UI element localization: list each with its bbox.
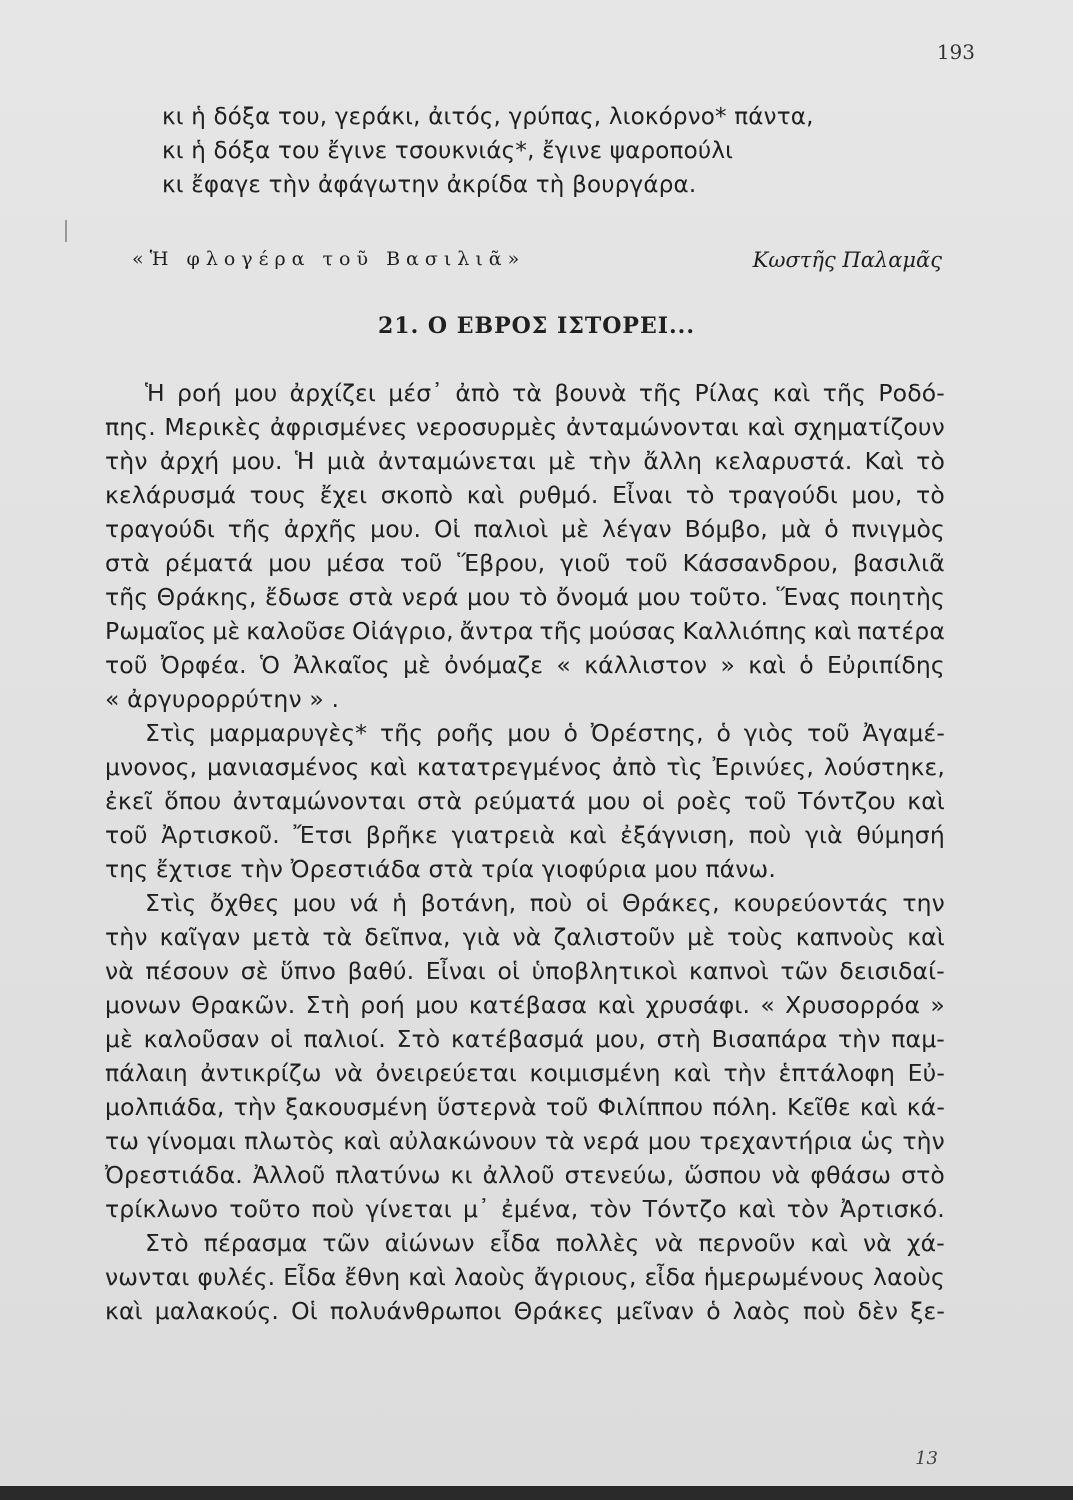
body-line: Ὀρεστιάδα. Ἀλλοῦ πλατύνω κι ἀλλοῦ στενεύω, ὥσπου νὰ φθάσω στὸ [105, 1161, 945, 1189]
body-line: Ρωμαῖος μὲ καλοῦσε Οἰάγριο, ἄντρα τῆς μούσας Καλλιόπης καὶ πατέρα [105, 617, 945, 645]
poem-citation [132, 248, 942, 278]
body-line: ἐκεῖ ὅπου ἀνταμώνονται στὰ ρεύματά μου οἱ ροὲς τοῦ Τόντζου καὶ [105, 787, 945, 815]
body-line: στὰ ρέματά μου μέσα τοῦ Ἕβρου, γιοῦ τοῦ Κάσσανδρου, βασιλιᾶ [105, 549, 945, 577]
poem-line: κι ἡ δόξα του, γεράκι, ἀιτός, γρύπας, λιοκόρνο* πάντα, [162, 104, 814, 130]
poem-excerpt [162, 100, 942, 202]
body-line: καὶ μαλακούς. Οἱ πολυάνθρωποι Θράκες μεῖναν ὁ λαὸς ποὺ δὲν ξε- [105, 1297, 945, 1325]
body-line: τοῦ Ὀρφέα. Ὁ Ἀλκαῖος μὲ ὀνόμαζε « κάλλιστον » καὶ ὁ Εὐριπίδης [105, 651, 945, 679]
body-line: τὴν καῖγαν μετὰ τὰ δεῖπνα, γιὰ νὰ ζαλιστοῦν μὲ τοὺς καπνοὺς καὶ [105, 923, 945, 951]
body-line: μολπιάδα, τὴν ξακουσμένη ὕστερνὰ τοῦ Φιλίππου πόλη. Κεῖθε καὶ κά- [105, 1093, 945, 1121]
poem-line: κι ἔφαγε τὴν ἀφάγωτην ἀκρίδα τὴ βουργάρα. [162, 172, 697, 198]
margin-mark [65, 220, 67, 242]
body-line: νὰ πέσουν σὲ ὕπνο βαθύ. Εἶναι οἱ ὑποβλητικοὶ καπνοὶ τῶν δεισιδαί- [105, 957, 945, 985]
body-line: τὴν ἀρχή μου. Ἡ μιὰ ἀνταμώνεται μὲ τὴν ἄλλη κελαρυστά. Καὶ τὸ [105, 447, 945, 475]
body-line: κελάρυσμά τους ἔχει σκοπὸ καὶ ρυθμό. Εἶναι τὸ τραγούδι μου, τὸ [105, 481, 945, 509]
citation-source: «Ἡ φλογέρα τοῦ Βασιλιᾶ» [132, 248, 526, 270]
poem-line: κι ἡ δόξα του ἔγινε τσουκνιάς*, ἔγινε ψαροπούλι [162, 138, 734, 164]
body-line: Ἡ ροή μου ἀρχίζει μέσ᾽ ἀπὸ τὰ βουνὰ τῆς Ρίλας καὶ τῆς Ροδό- [145, 379, 945, 407]
body-line: μονων Θρακῶν. Στὴ ροή μου κατέβασα καὶ χρυσάφι. « Χρυσορρόα » [105, 991, 945, 1019]
body-line: Στὶς μαρμαρυγὲς* τῆς ροῆς μου ὁ Ὀρέστης, ὁ γιὸς τοῦ Ἀγαμέ- [145, 719, 945, 747]
body-line: πης. Μερικὲς ἀφρισμένες νεροσυρμὲς ἀνταμώνονται καὶ σχηματίζουν [105, 413, 945, 441]
body-line: τῆς Θράκης, ἔδωσε στὰ νερά μου τὸ ὄνομά μου τοῦτο. Ἕνας ποιητὴς [105, 583, 945, 611]
body-line: τρίκλωνο τοῦτο ποὺ γίνεται μ᾽ ἐμένα, τὸν Τόντζο καὶ τὸν Ἀρτισκό. [105, 1195, 945, 1223]
body-line: Στὸ πέρασμα τῶν αἰώνων εἶδα πολλὲς νὰ περνοῦν καὶ νὰ χά- [145, 1229, 945, 1257]
footer-signature: 13 [915, 1448, 938, 1469]
body-line: της ἔχτισε τὴν Ὀρεστιάδα στὰ τρία γιοφύρια μου πάνω. [105, 855, 776, 883]
body-line: Στὶς ὄχθες μου νά ἡ βοτάνη, ποὺ οἱ Θράκες, κουρεύοντάς την [145, 889, 945, 917]
body-line: τοῦ Ἀρτισκοῦ. Ἔτσι βρῆκε γιατρειὰ καὶ ἐξάγνιση, ποὺ γιὰ θύμησή [105, 821, 945, 849]
body-text [105, 376, 945, 1328]
body-line: νωνται φυλές. Εἶδα ἔθνη καὶ λαοὺς ἄγριους, εἶδα ἡμερωμένους λαοὺς [105, 1263, 945, 1291]
scan-edge [0, 1486, 1073, 1500]
body-line: μνονος, μανιασμένος καὶ κατατρεγμένος ἀπὸ τὶς Ἐρινύες, λούστηκε, [105, 753, 945, 781]
page-number: 193 [936, 40, 975, 64]
body-line: πάλαιη ἀντικρίζω νὰ ὀνειρεύεται κοιμισμένη καὶ τὴν ἑπτάλοφη Εὐ- [105, 1059, 945, 1087]
body-line: τω γίνομαι πλωτὸς καὶ αὐλακώνουν τὰ νερά μου τρεχαντήρια ὡς τὴν [105, 1127, 945, 1155]
section-title: 21. Ο ΕΒΡΟΣ ΙΣΤΟΡΕΙ... [377, 313, 695, 339]
body-line: τραγούδι τῆς ἀρχῆς μου. Οἱ παλιοὶ μὲ λέγαν Βόμβο, μὰ ὁ πνιγμὸς [105, 515, 945, 543]
body-line: « ἀργυρορρύτην » . [105, 685, 340, 713]
body-line: μὲ καλοῦσαν οἱ παλιοί. Στὸ κατέβασμά μου, στὴ Βισαπάρα τὴν παμ- [105, 1025, 945, 1053]
citation-author: Κωστῆς Παλαμᾶς [752, 248, 942, 272]
